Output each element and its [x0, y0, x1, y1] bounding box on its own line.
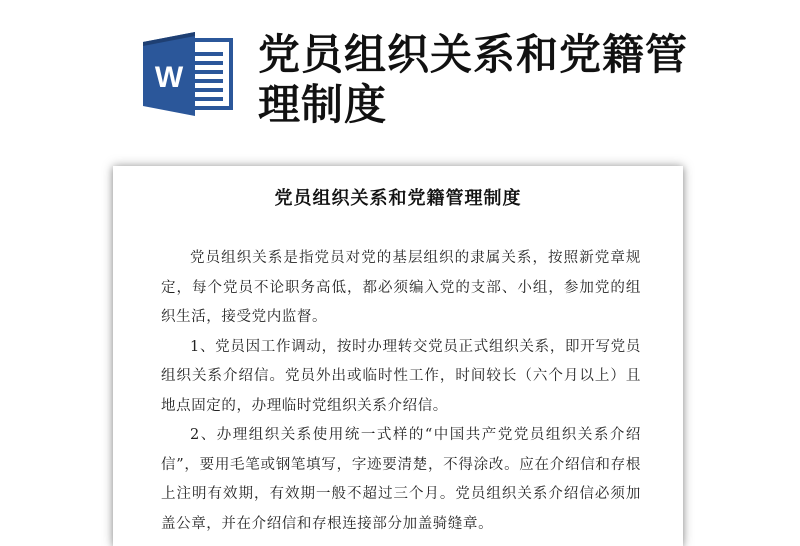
word-icon-letter: W: [154, 61, 184, 94]
page-title: 党员组织关系和党籍管理制度: [258, 30, 689, 129]
paragraph: 1、党员因工作调动，按时办理转交党员正式组织关系，即开写党员组织关系介绍信。党员外出或临时性工作，时间较长（六个月以上）且地点固定的，办理临时党组织关系介绍信。: [161, 338, 641, 414]
paragraph: 党员组织关系是指党员对党的基层组织的隶属关系，按照新党章规定，每个党员不论职务高低，都必须编入党的支部、小组，参加党的组织生活，接受党内监督。: [161, 250, 641, 325]
word-document-icon: [141, 32, 233, 116]
page-header: [0, 0, 800, 140]
document-page: [113, 166, 683, 546]
document-body: [161, 244, 641, 539]
paragraph: 2、办理组织关系使用统一式样的“中国共产党党员组织关系介绍信”，要用毛笔或钢笔填写，字迹要清楚，不得涂改。应在介绍信和存根上注明有效期，有效期一般不超过三个月。党员组织关系介绍信必须加盖公章，并在介绍信和存根连接部分加盖骑缝章。: [161, 427, 641, 532]
document-title: 党员组织关系和党籍管理制度: [274, 188, 522, 209]
